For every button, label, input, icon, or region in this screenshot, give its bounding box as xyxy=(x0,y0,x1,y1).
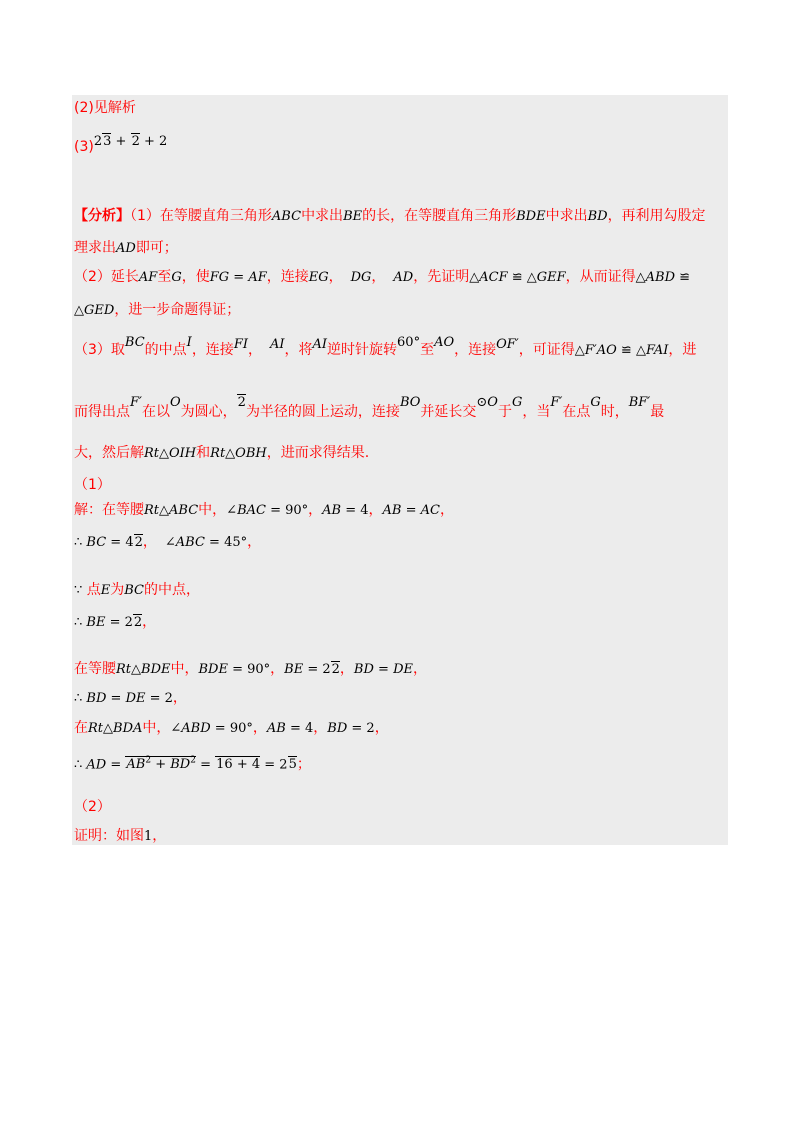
part-1-label: （1） xyxy=(74,477,111,493)
solution-line-2: ∴ BC = 42， ∠ABC = 45°， xyxy=(74,534,262,550)
solution-line-5: 在等腰Rt△BDE中，BDE = 90°，BE = 22，BD = DE， xyxy=(74,661,427,677)
answer-3 xyxy=(74,131,168,155)
answer-2: (2)见解析 xyxy=(74,100,136,116)
solution-line-6: ∴ BD = DE = 2， xyxy=(74,690,187,706)
analysis-line-1: 【分析】（1）在等腰直角三角形ABC中求出BE的长，在等腰直角三角形BDE中求出BD，再利用勾股定 xyxy=(74,208,706,224)
analysis-label: 【分析】 xyxy=(74,208,130,224)
answer-3-label: (3) xyxy=(74,139,94,155)
analysis-line-3: （2）延长AF至G，使FG = AF，连接EG， DG， AD，先证明△ACF ≌ △GEF，从而证得△ABD ≌ xyxy=(74,269,691,285)
solution-line-1: 解：在等腰Rt△ABC中，∠BAC = 90°，AB = 4，AB = AC， xyxy=(74,502,455,518)
analysis-line-5: （3）取BC的中点I，连接FI， AI，将AI逆时针旋转60°至AO，连接OF′，可证得△F′AO ≌ △FAI，进 xyxy=(74,335,697,358)
answer-3-expression: 23 + 2 + 2 xyxy=(93,134,168,149)
solution-line-3: ∵ 点E为BC的中点， xyxy=(74,582,200,598)
analysis-line-6: 而得出点F′在以O为圆心，2为半径的圆上运动，连接BO并延长交⊙O于G，当F′在点G时，BF′最 xyxy=(74,395,665,420)
solution-line-7: 在Rt△BDA中，∠ABD = 90°，AB = 4，BD = 2， xyxy=(74,720,389,736)
solution-line-8: ∴ AD = $AB^2 + BD^2 = 16 + 4 = 25$； xyxy=(74,756,311,773)
solution-line-9: 证明：如图1， xyxy=(74,828,167,844)
solution-line-4: ∴ BE = 22， xyxy=(74,614,157,630)
analysis-line-4: △GED，进一步命题得证； xyxy=(74,302,241,318)
analysis-line-7: 大，然后解Rt△OIH和Rt△OBH，进而求得结果. xyxy=(74,445,370,461)
part-2-label: （2） xyxy=(74,799,111,815)
analysis-line-2: 理求出AD即可； xyxy=(74,240,178,256)
